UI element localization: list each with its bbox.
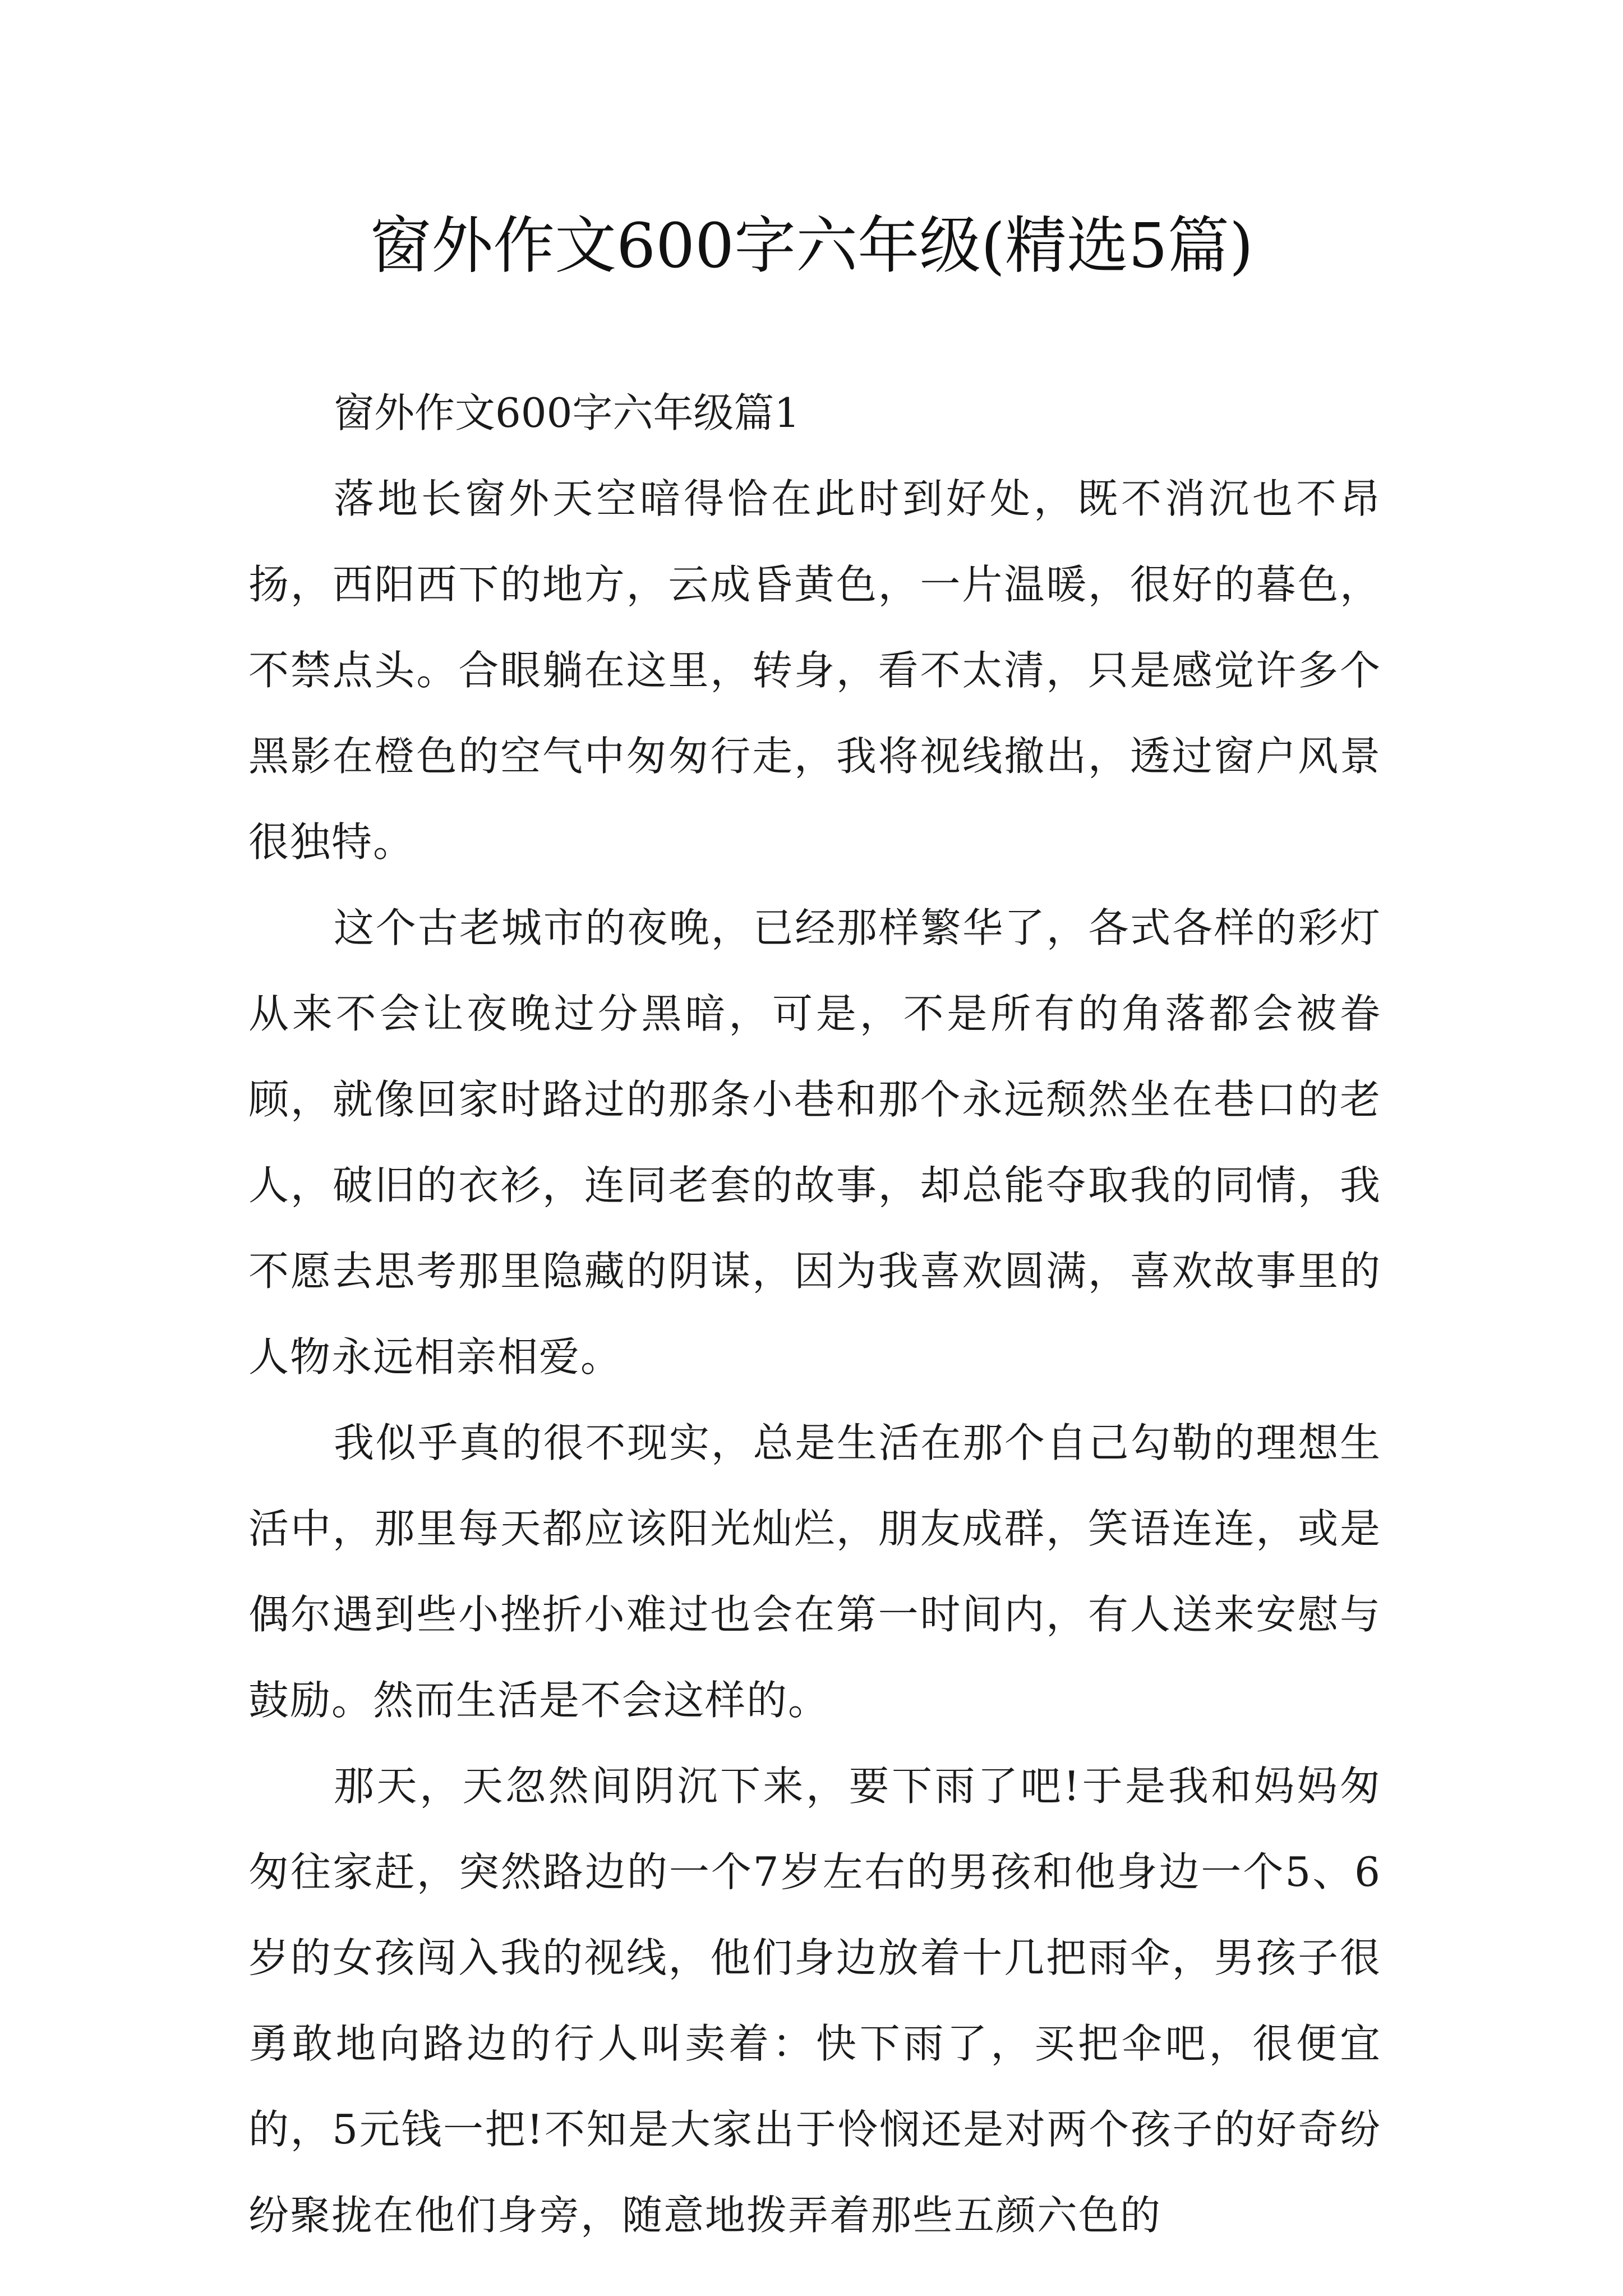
paragraph-4: 那天，天忽然间阴沉下来，要下雨了吧!于是我和妈妈匆匆往家赶，突然路边的一个7岁左右的男孩和他身边一个5、6岁的女孩闯入我的视线，他们身边放着十几把雨伞，男孩子很勇敢地向路边的行人叫卖着：快下雨了，买把伞吧，很便宜的，5元钱一把!不知是大家出于怜悯还是对两个孩子的好奇纷纷聚拢在他们身旁，随意地拨弄着那些五颜六色的 [248, 1763, 1381, 2239]
paragraph-3: 我似乎真的很不现实，总是生活在那个自己勾勒的理想生活中，那里每天都应该阳光灿烂，朋友成群，笑语连连，或是偶尔遇到些小挫折小难过也会在第一时间内，有人送来安慰与鼓励。然而生活是不会这样的。 [248, 1419, 1381, 1724]
document-title: 窗外作文600字六年级(精选5篇) [370, 210, 1253, 282]
document-body [248, 370, 1381, 2258]
paragraph-1: 落地长窗外天空暗得恰在此时到好处，既不消沉也不昂扬，西阳西下的地方，云成昏黄色，一片温暖，很好的暮色，不禁点头。合眼躺在这里，转身，看不太清，只是感觉许多个黑影在橙色的空气中匆匆行走，我将视线撤出，透过窗户风景很独特。 [248, 475, 1381, 866]
section-heading: 窗外作文600字六年级篇1 [334, 389, 800, 436]
paragraph-2: 这个古老城市的夜晚，已经那样繁华了，各式各样的彩灯从来不会让夜晚过分黑暗，可是，不是所有的角落都会被眷顾，就像回家时路过的那条小巷和那个永远颓然坐在巷口的老人，破旧的衣衫，连同老套的故事，却总能夺取我的同情，我不愿去思考那里隐藏的阴谋，因为我喜欢圆满，喜欢故事里的人物永远相亲相爱。 [248, 904, 1381, 1381]
